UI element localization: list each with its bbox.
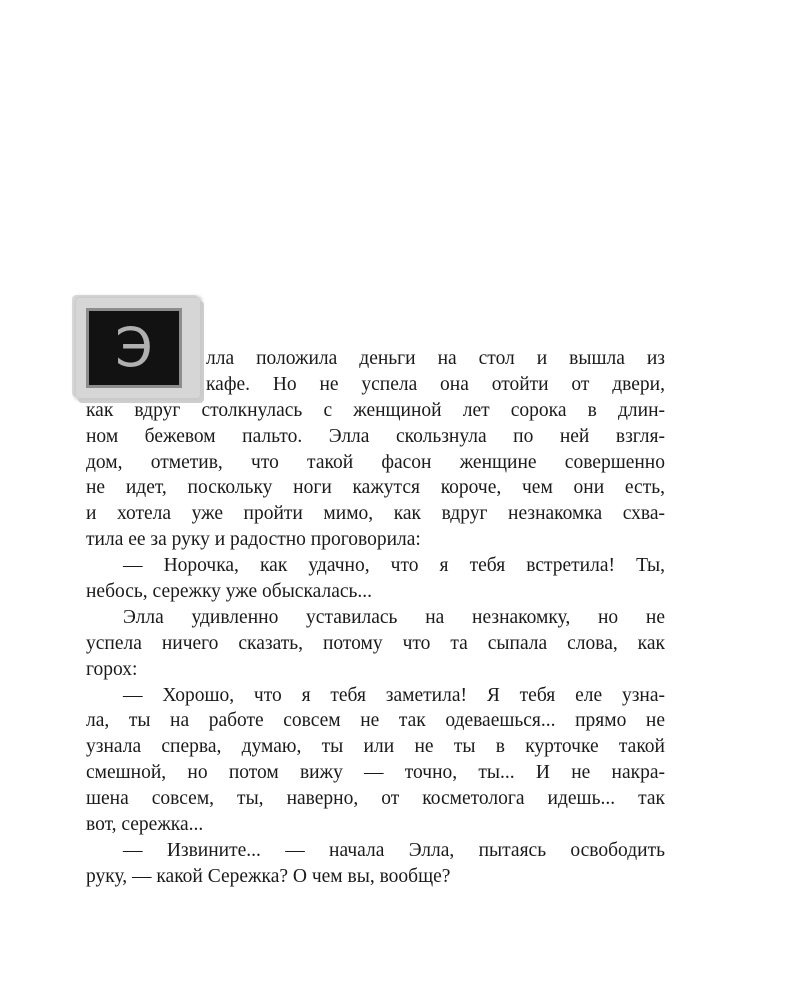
text-line: успела ничего сказать, потому что та сыпала слова, как bbox=[86, 632, 665, 654]
text-line: лла положила деньги на стол и вышла из bbox=[206, 348, 665, 369]
text-line: ла, ты на работе совсем не так одеваешься... прямо не bbox=[86, 710, 665, 732]
text-line: тила ее за руку и радостно проговорила: bbox=[86, 529, 421, 551]
text-line: — Норочка, как удачно, что я тебя встретила! Ты, bbox=[123, 555, 665, 577]
text-line: не идет, поскольку ноги кажутся короче, чем они есть, bbox=[86, 477, 665, 499]
text-line: — Извините... — начала Элла, пытаясь освободить bbox=[123, 839, 665, 861]
text-line: руку, — какой Сережка? О чем вы, вообще? bbox=[86, 865, 451, 887]
text-line: вот, сережка... bbox=[86, 814, 204, 836]
text-line: и хотела уже пройти мимо, как вдруг незнакомка схва- bbox=[86, 503, 665, 525]
text-line: шена совсем, ты, наверно, от косметолога идешь... так bbox=[86, 788, 665, 810]
text-line: дом, отметив, что такой фасон женщине совершенно bbox=[86, 451, 665, 473]
text-line: небось, сережку уже обыскалась... bbox=[86, 581, 373, 603]
text-line: кафе. Но не успела она отойти от двери, bbox=[206, 373, 665, 395]
text-line: горох: bbox=[86, 658, 138, 680]
text-line: ном бежевом пальто. Элла скользнула по ней взгля- bbox=[86, 425, 665, 447]
text-line: узнала сперва, думаю, ты или не ты в курточке такой bbox=[86, 736, 665, 758]
text-line: смешной, но потом вижу — точно, ты... И не накра- bbox=[86, 762, 665, 784]
text-line: — Хорошо, что я тебя заметила! Я тебя еле узна- bbox=[123, 684, 665, 706]
text-line: как вдруг столкнулась с женщиной лет сорока в длин- bbox=[86, 399, 665, 421]
text-line: Элла удивленно уставилась на незнакомку, но не bbox=[123, 606, 665, 628]
drop-cap-letter: Э bbox=[115, 316, 153, 379]
book-page-body bbox=[86, 346, 665, 890]
